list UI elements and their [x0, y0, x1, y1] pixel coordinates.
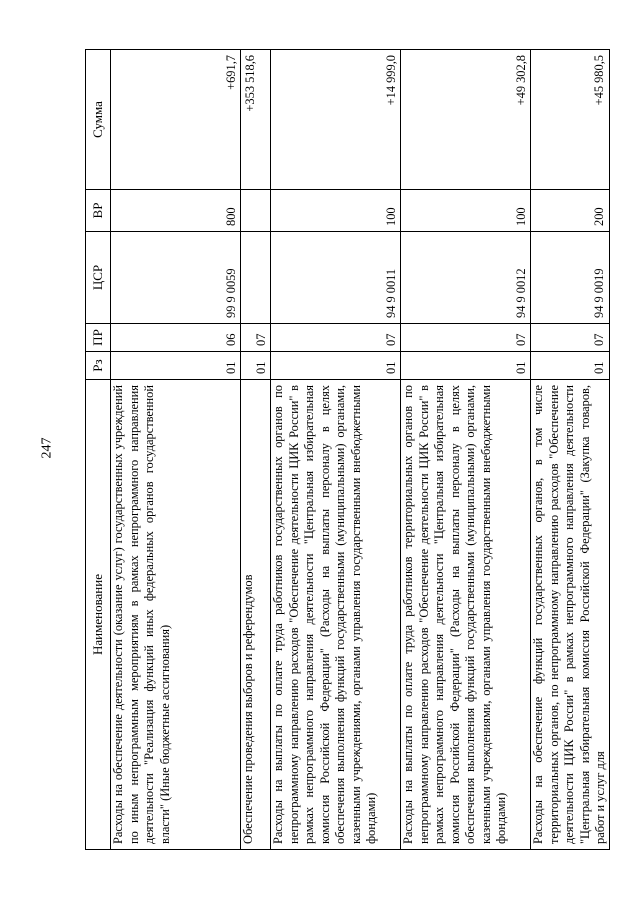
header-pr: ПР	[86, 324, 111, 352]
table-row	[531, 50, 610, 850]
row-rz: 01	[111, 352, 241, 380]
row-sum: +691,7	[111, 50, 241, 190]
row-rz: 01	[401, 352, 531, 380]
row-name: Расходы на обеспечение деятельности (оказание услуг) государственных учреждений по иным непрограммным мероприятиям в рамках непрограммного направления деятельности "Реализация функций иных федеральных органов государственной власти" (Иные бюджетные ассигнования)	[111, 380, 241, 850]
table-row	[111, 50, 241, 850]
header-row	[86, 50, 111, 850]
row-pr: 07	[401, 324, 531, 352]
row-name: Расходы на выплаты по оплате труда работников территориальных органов по непрограммному направлению расходов "Обеспечение деятельности ЦИК России" в рамках непрограммного направления деятельности "Центральная избирательная комиссия Российской Федерации" (Расходы на выплаты персоналу в целях обеспечения выполнения функций государственными (муниципальными) органами, казенными учреждениями, органами управления государственными внебюджетными фондами)	[401, 380, 531, 850]
row-vr: 100	[271, 190, 401, 232]
row-rz: 01	[271, 352, 401, 380]
table-row	[241, 50, 271, 850]
header-rz: Рз	[86, 352, 111, 380]
row-name: Расходы на выплаты по оплате труда работников государственных органов по непрограммному направлению расходов "Обеспечение деятельности ЦИК России" в рамках непрограммного направления деятельности "Центральная избирательная комиссия Российской Федерации" (Расходы на выплаты персоналу в целях обеспечения выполнения функций государственными (муниципальными) органами, казенными учреждениями, органами управления государственными внебюджетными фондами)	[271, 380, 401, 850]
header-csr: ЦСР	[86, 232, 111, 324]
row-pr: 06	[111, 324, 241, 352]
row-vr: 100	[401, 190, 531, 232]
table-row	[271, 50, 401, 850]
row-csr: 94 9 0019	[531, 232, 610, 324]
row-pr: 07	[531, 324, 610, 352]
row-sum: +14 999,0	[271, 50, 401, 190]
row-vr: 200	[531, 190, 610, 232]
row-vr	[241, 190, 271, 232]
header-vr: ВР	[86, 190, 111, 232]
rotated-page	[85, 50, 607, 850]
header-sum: Сумма	[86, 50, 111, 190]
page-number: 247	[39, 437, 55, 459]
row-name: Расходы на обеспечение функций государственных органов, в том числе территориальных органов, по непрограммному направлению расходов "Обеспечение деятельности ЦИК России" в рамках непрограммного направления деятельности "Центральная избирательная комиссия Российской Федерации" (Закупка товаров, работ и услуг для	[531, 380, 610, 850]
row-sum: +353 518,6	[241, 50, 271, 190]
row-name: Обеспечение проведения выборов и референдумов	[241, 380, 271, 850]
row-sum: +49 302,8	[401, 50, 531, 190]
row-rz: 01	[531, 352, 610, 380]
row-vr: 800	[111, 190, 241, 232]
row-pr: 07	[271, 324, 401, 352]
row-pr: 07	[241, 324, 271, 352]
row-csr: 94 9 0011	[271, 232, 401, 324]
budget-table	[85, 49, 610, 850]
header-name: Наименование	[86, 380, 111, 850]
row-csr: 94 9 0012	[401, 232, 531, 324]
row-rz: 01	[241, 352, 271, 380]
row-csr: 99 9 0059	[111, 232, 241, 324]
row-csr	[241, 232, 271, 324]
row-sum: +45 980,5	[531, 50, 610, 190]
table-row	[401, 50, 531, 850]
